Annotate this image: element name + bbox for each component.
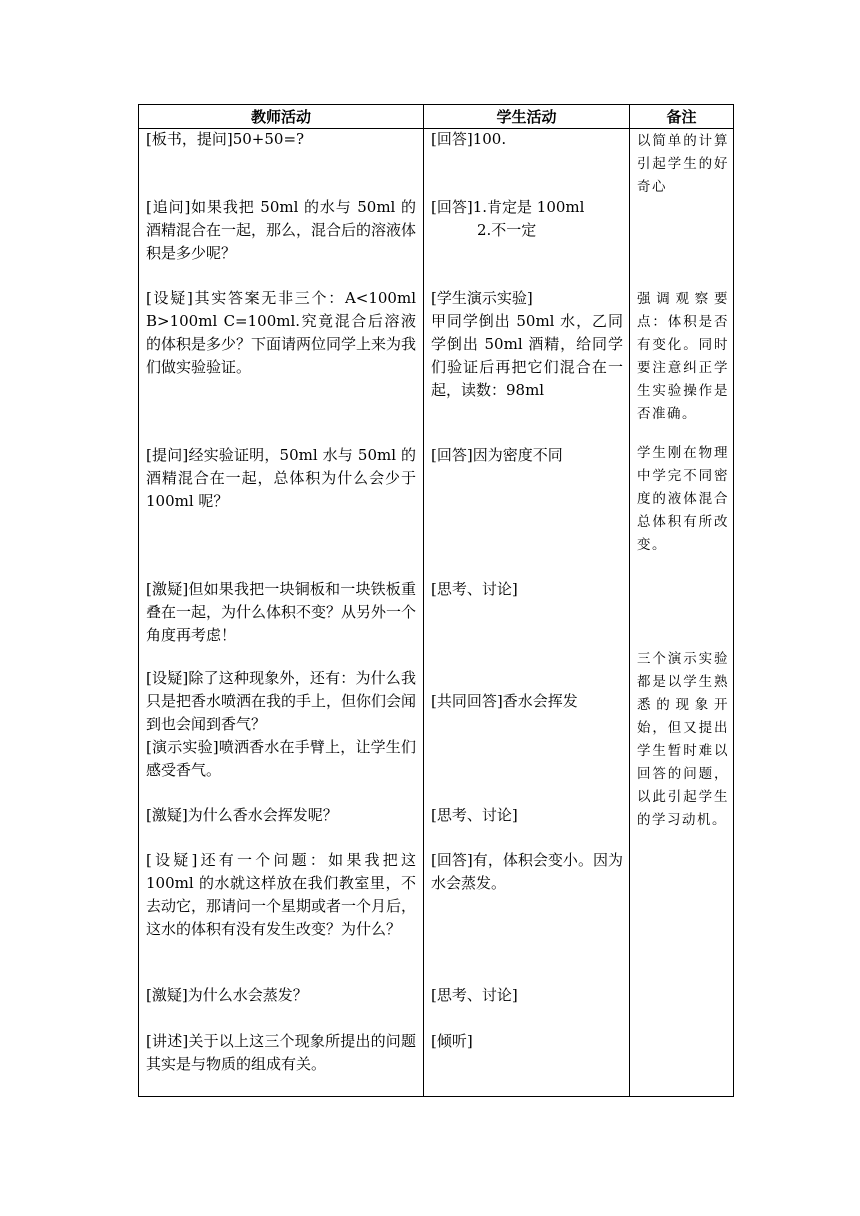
student-text: [回答]100. (431, 130, 507, 148)
header-teacher: 教师活动 (250, 108, 311, 126)
teacher-text: [设疑]除了这种现象外，还有：为什么我只是把香水喷洒在我的手上，但你们会闻到也会闻到香气？ (146, 669, 417, 733)
teacher-text: [板书，提问]50+50=? (146, 130, 305, 148)
student-text: [回答]因为密度不同 (431, 446, 563, 464)
lesson-plan-table (138, 104, 734, 1097)
teacher-text: [设疑]还有一个问题：如果我把这 100ml 的水就这样放在我们教室里，不去动它，那请问一个星期或者一个月后，这水的体积有没有发生改变？为什么？ (146, 851, 417, 938)
note-text: 以简单的计算引起学生的好奇心 (637, 133, 729, 195)
teacher-text: [激疑]但如果我把一块铜板和一块铁板重叠在一起，为什么体积不变？从另外一个角度再考虑！ (146, 580, 417, 644)
column-divider (629, 105, 630, 1096)
student-text: [学生演示实验] (431, 289, 533, 307)
note-text: 强调观察要点：体积是否有变化。同时要注意纠正学生实验操作是否准确。 (637, 291, 729, 422)
note-text: 三个演示实验都是以学生熟悉的现象开始，但又提出学生暂时难以回答的问题，以此引起学生的学习动机。 (637, 651, 729, 828)
teacher-text: [讲述]关于以上这三个现象所提出的问题其实是与物质的组成有关。 (146, 1032, 416, 1073)
note-text: 学生刚在物理中学完不同密度的液体混合总体积有所改变。 (637, 445, 729, 553)
student-text: [共同回答]香水会挥发 (431, 692, 578, 710)
column-divider (423, 105, 424, 1096)
teacher-text: [提问]经实验证明，50ml 水与 50ml 的酒精混合在一起，总体积为什么会少于 100ml 呢？ (146, 446, 416, 510)
teacher-text: [设疑]其实答案无非三个：A<100ml B>100ml C=100ml.究竟混合后溶液的体积是多少？下面请两位同学上来为我们做实验验证。 (146, 289, 417, 376)
student-text: [思考、讨论] (431, 806, 518, 824)
student-text: [思考、讨论] (431, 580, 518, 598)
header-student: 学生活动 (496, 108, 557, 126)
student-text: 2.不一定 (477, 221, 537, 239)
teacher-text: [演示实验]喷洒香水在手臂上，让学生们感受香气。 (146, 738, 416, 779)
student-text: [回答]有，体积会变小。因为水会蒸发。 (431, 851, 623, 892)
student-text: [倾听] (431, 1032, 473, 1050)
student-text: 甲同学倒出 50ml 水，乙同学倒出 50ml 酒精，给同学们验证后再把它们混合在一起，读数：98ml (431, 312, 623, 399)
teacher-text: [追问]如果我把 50ml 的水与 50ml 的酒精混合在一起，那么，混合后的溶液体积是多少呢？ (146, 198, 417, 262)
header-note: 备注 (666, 108, 697, 126)
teacher-text: [激疑]为什么香水会挥发呢？ (146, 806, 338, 824)
teacher-text: [激疑]为什么水会蒸发？ (146, 986, 308, 1004)
student-text: [回答]1.肯定是 100ml (431, 198, 585, 216)
student-text: [思考、讨论] (431, 986, 518, 1004)
